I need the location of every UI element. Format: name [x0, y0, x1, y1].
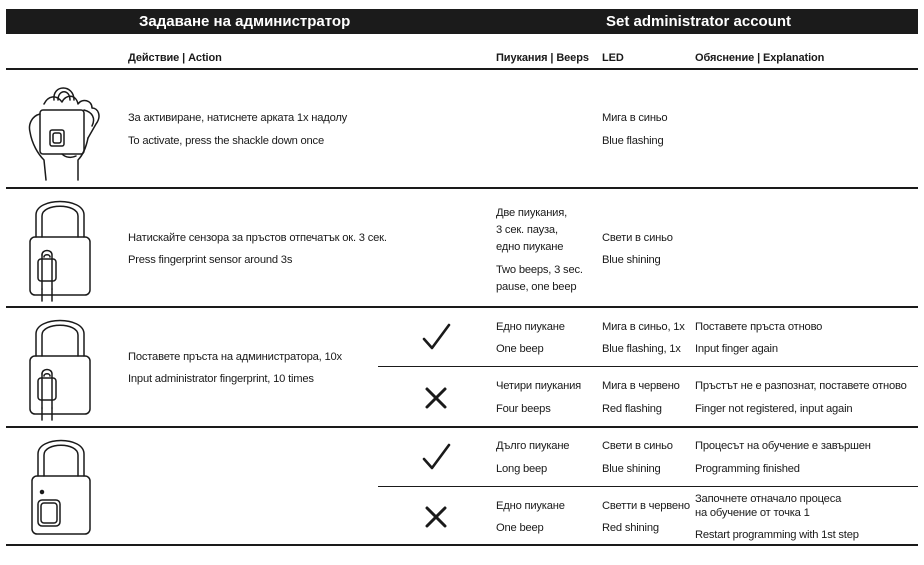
table-bottom-border — [6, 544, 918, 546]
row3b-beeps-en: Four beeps — [496, 403, 551, 415]
row3a-expl-bg: Поставете пръста отново — [695, 321, 823, 333]
row4b-expl-en: Restart programming with 1st step — [695, 529, 859, 541]
row3b-beeps-bg: Четири пиукания — [496, 380, 582, 392]
row-divider — [6, 426, 918, 428]
title-english: Set administrator account — [606, 13, 792, 30]
row-divider — [6, 306, 918, 308]
row-divider — [6, 187, 918, 189]
row3b-led-bg: Мига в червено — [602, 380, 680, 392]
row3-action-bg: Поставете пръста на администратора, 10x — [128, 351, 342, 363]
padlock-icon — [30, 432, 92, 540]
row3b-led-en: Red flashing — [602, 403, 662, 415]
row4a-beeps-bg: Дълго пиукане — [496, 440, 570, 452]
row1-led-bg: Мига в синьо — [602, 112, 668, 124]
row3a-led-bg: Мига в синьо, 1x — [602, 321, 685, 333]
row4a-led-en: Blue shining — [602, 463, 661, 475]
padlock-finger-press-icon — [28, 312, 92, 422]
row4b-beeps-bg: Едно пиукане — [496, 500, 565, 512]
row4a-expl-en: Programming finished — [695, 463, 800, 475]
outcome-divider — [378, 486, 918, 487]
row2-beeps-bg: Две пиукания, 3 сек. пауза, едно пиукане — [496, 207, 567, 253]
row1-led-en: Blue flashing — [602, 135, 664, 147]
header-explanation: Обяснение | Explanation — [695, 52, 825, 64]
row4a-led-bg: Свети в синьо — [602, 440, 673, 452]
row3b-expl-bg: Пръстът не е разпознат, поставете отново — [695, 380, 907, 392]
row4b-expl-bg: Започнете отначало процеса на обучение от точка 1 — [695, 493, 842, 519]
row2-action-bg: Натискайте сензора за пръстов отпечатък ок. 3 сек. — [128, 232, 387, 244]
row3a-beeps-bg: Едно пиукане — [496, 321, 565, 333]
row4a-beeps-en: Long beep — [496, 463, 548, 475]
checkmark-icon — [421, 442, 451, 472]
row1-action-bg: За активиране, натиснете арката 1x надолу — [128, 112, 348, 124]
checkmark-icon — [421, 322, 451, 352]
row2-beeps-en: Two beeps, 3 sec. pause, one beep — [496, 264, 583, 293]
cross-icon — [424, 505, 448, 529]
row4a-expl-bg: Процесът на обучение е завършен — [695, 440, 871, 452]
row4b-led-en: Red shining — [602, 522, 659, 534]
title-bar — [6, 9, 918, 34]
row4b-led-bg: Светти в червено — [602, 500, 690, 512]
row2-action-en: Press fingerprint sensor around 3s — [128, 254, 293, 266]
title-bulgarian: Задаване на администратор — [139, 13, 351, 30]
header-beeps: Пиукания | Beeps — [496, 52, 589, 64]
outcome-divider — [378, 366, 918, 367]
header-action: Действие | Action — [128, 52, 222, 64]
row4b-beeps-en: One beep — [496, 522, 544, 534]
header-led: LED — [602, 52, 624, 64]
row3a-led-en: Blue flashing, 1x — [602, 343, 681, 355]
row2-led-bg: Свети в синьо — [602, 232, 673, 244]
row1-action-en: To activate, press the shackle down once — [128, 135, 324, 147]
hand-pressing-padlock-icon — [22, 74, 108, 184]
header-divider — [6, 68, 918, 70]
padlock-finger-press-icon — [28, 193, 92, 303]
row3a-expl-en: Input finger again — [695, 343, 778, 355]
row2-led-en: Blue shining — [602, 254, 661, 266]
cross-icon — [424, 386, 448, 410]
row3-action-en: Input administrator fingerprint, 10 times — [128, 373, 314, 385]
row3a-beeps-en: One beep — [496, 343, 544, 355]
row3b-expl-en: Finger not registered, input again — [695, 403, 853, 415]
